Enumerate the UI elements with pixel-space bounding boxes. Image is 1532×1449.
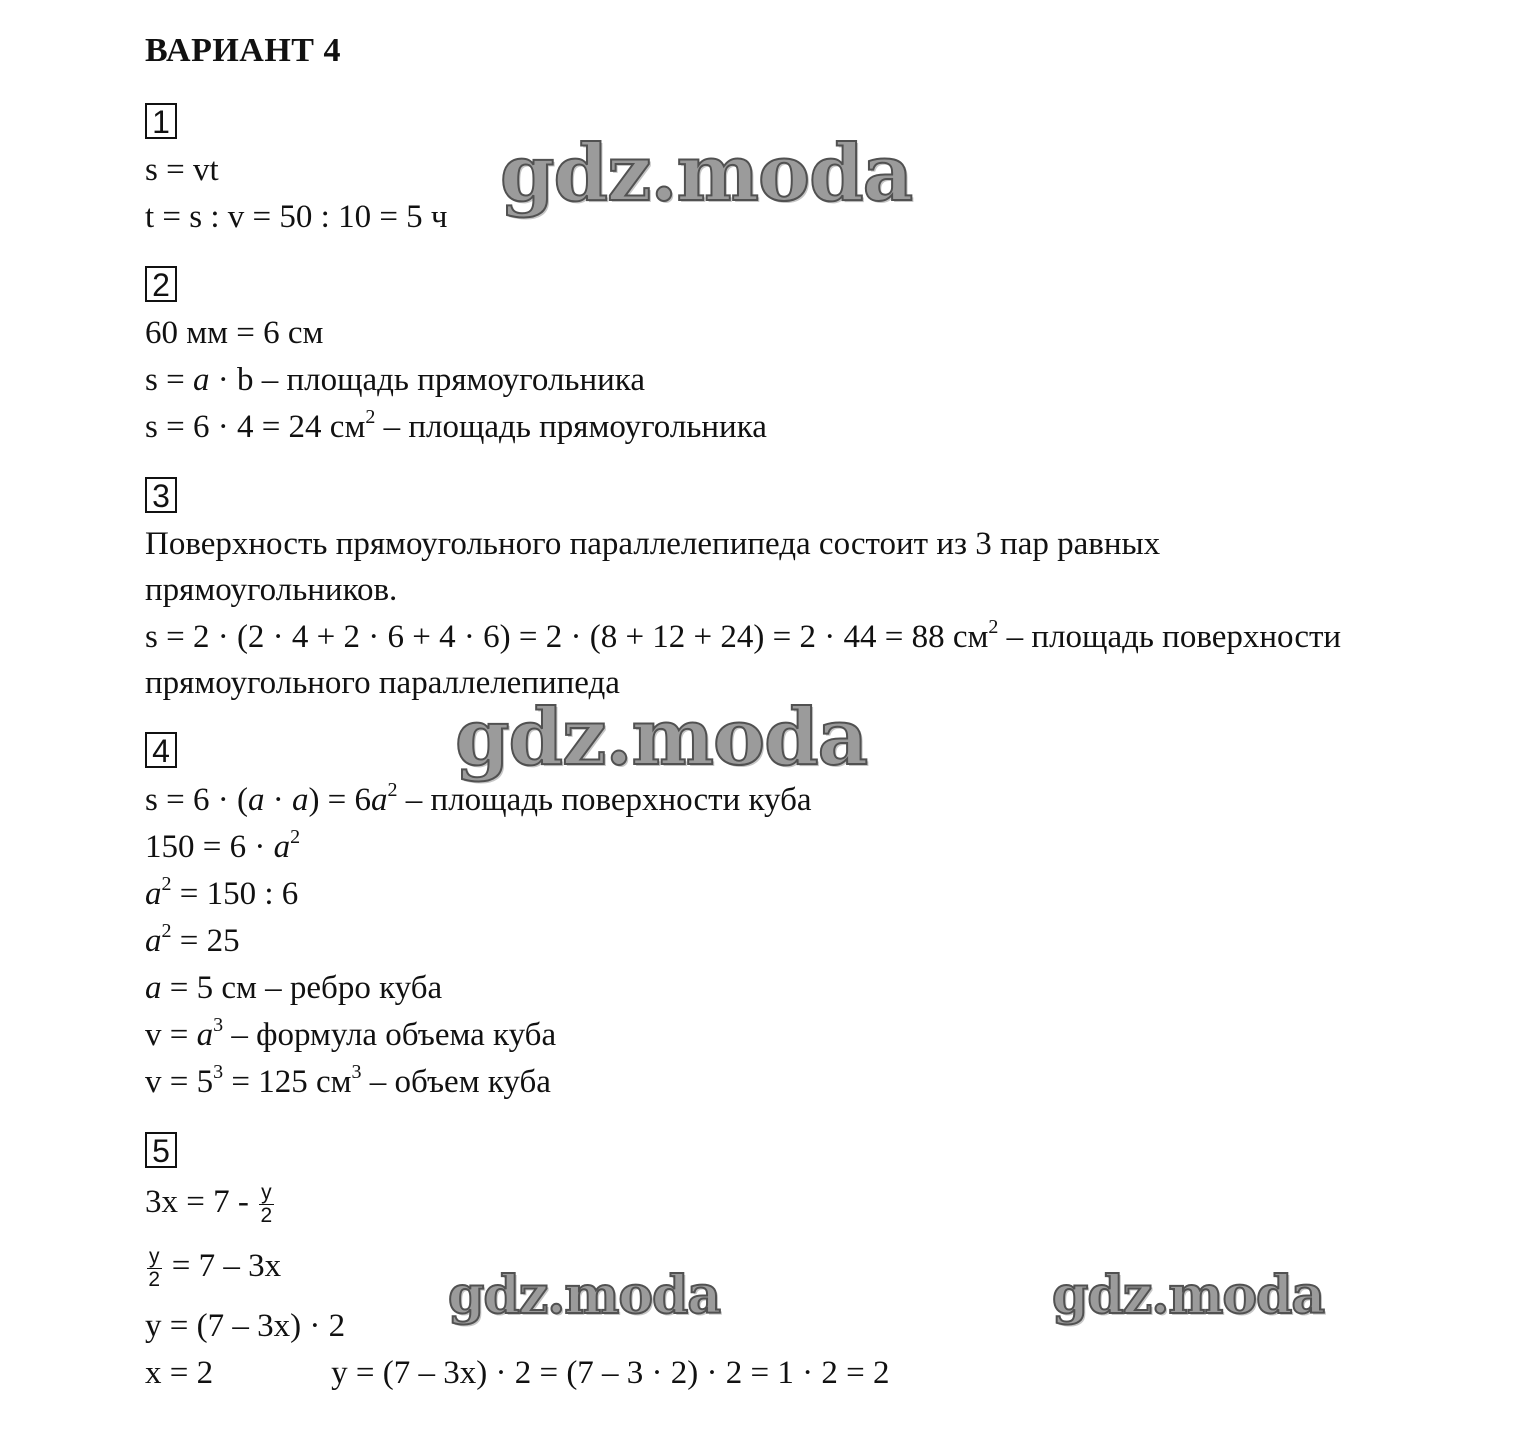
task-4-line-5: a = 5 см – ребро куба [145,970,443,1006]
task-number: 2 [145,266,177,302]
task-5-x-value: x = 2 [145,1355,214,1391]
task-2-line-1: 60 мм = 6 см [145,315,324,351]
task-5-line-1: 3x = 7 - $\frac{y}{2}$ [145,1181,273,1227]
task-2-line-3: s = 6 · 4 = 24 $см^2$ – площадь прямоугольника [145,406,767,445]
task-5-line-4 [145,1353,889,1393]
task-5-line-3: y = (7 – 3x) · 2 [145,1308,346,1344]
task-1-line-2: t = s : v = 50 : 10 = 5 ч [145,199,448,235]
page-title: ВАРИАНТ 4 [145,32,341,69]
watermark-logo: gdz.moda [455,692,868,783]
task-4-line-3: $a^2 = 150$ : 6 [145,873,299,912]
watermark-logo: gdz.moda [1052,1265,1325,1326]
task-number: 4 [145,732,177,768]
task-number: 1 [145,103,177,139]
task-3-line-2: s = 2 · (2 · 4 + 2 · 6 + 4 · 6) = 2 · (8 + 12 + 24) = 2 · 44 = 88 $см^2$ – площадь поверхности прямоугольного параллелепипеда [145,616,1342,701]
task-2-number-box [145,266,177,302]
watermark-logo: gdz.moda [500,128,913,219]
task-5-line-2: $\frac{y}{2}$ = 7 – 3x [148,1245,282,1291]
task-4-line-4: $a^2 = 25$ [145,920,240,959]
task-5-y-value: y = (7 – 3x) · 2 = (7 – 3 · 2) · 2 = 1 · 2 = 2 [331,1355,890,1391]
task-3-line-1: Поверхность прямоугольного параллелепипеда состоит из 3 пар равных прямоугольников. [145,526,1161,608]
watermark-logo: gdz.moda [448,1265,721,1326]
fraction-numerator: y [261,1181,272,1204]
fraction-numerator: y [149,1245,160,1268]
fraction [259,1182,274,1227]
task-number: 5 [145,1132,177,1168]
task-number: 3 [145,477,177,513]
fraction-denominator: 2 [260,1204,273,1227]
task-4-line-7: $v = 5^3 = 125$ $см^3$ – объем куба [145,1061,551,1100]
task-5-number-box [145,1132,177,1168]
task-4-line-6: $v = a^3$ – формула объема куба [145,1014,557,1053]
fraction-denominator: 2 [148,1268,161,1291]
task-1-line-1: s = vt [145,152,219,188]
fraction [147,1246,162,1291]
task-4-line-2: $150 = 6 \cdot a^2$ [145,826,301,865]
task-1-number-box [145,103,177,139]
task-4-line-1: $s = 6 \cdot (a \cdot a) = 6a^2$ – площадь поверхности куба [145,779,812,818]
task-3-number-box [145,477,177,513]
task-2-line-2: s = a · b – площадь прямоугольника [145,362,645,398]
task-4-number-box [145,732,177,768]
